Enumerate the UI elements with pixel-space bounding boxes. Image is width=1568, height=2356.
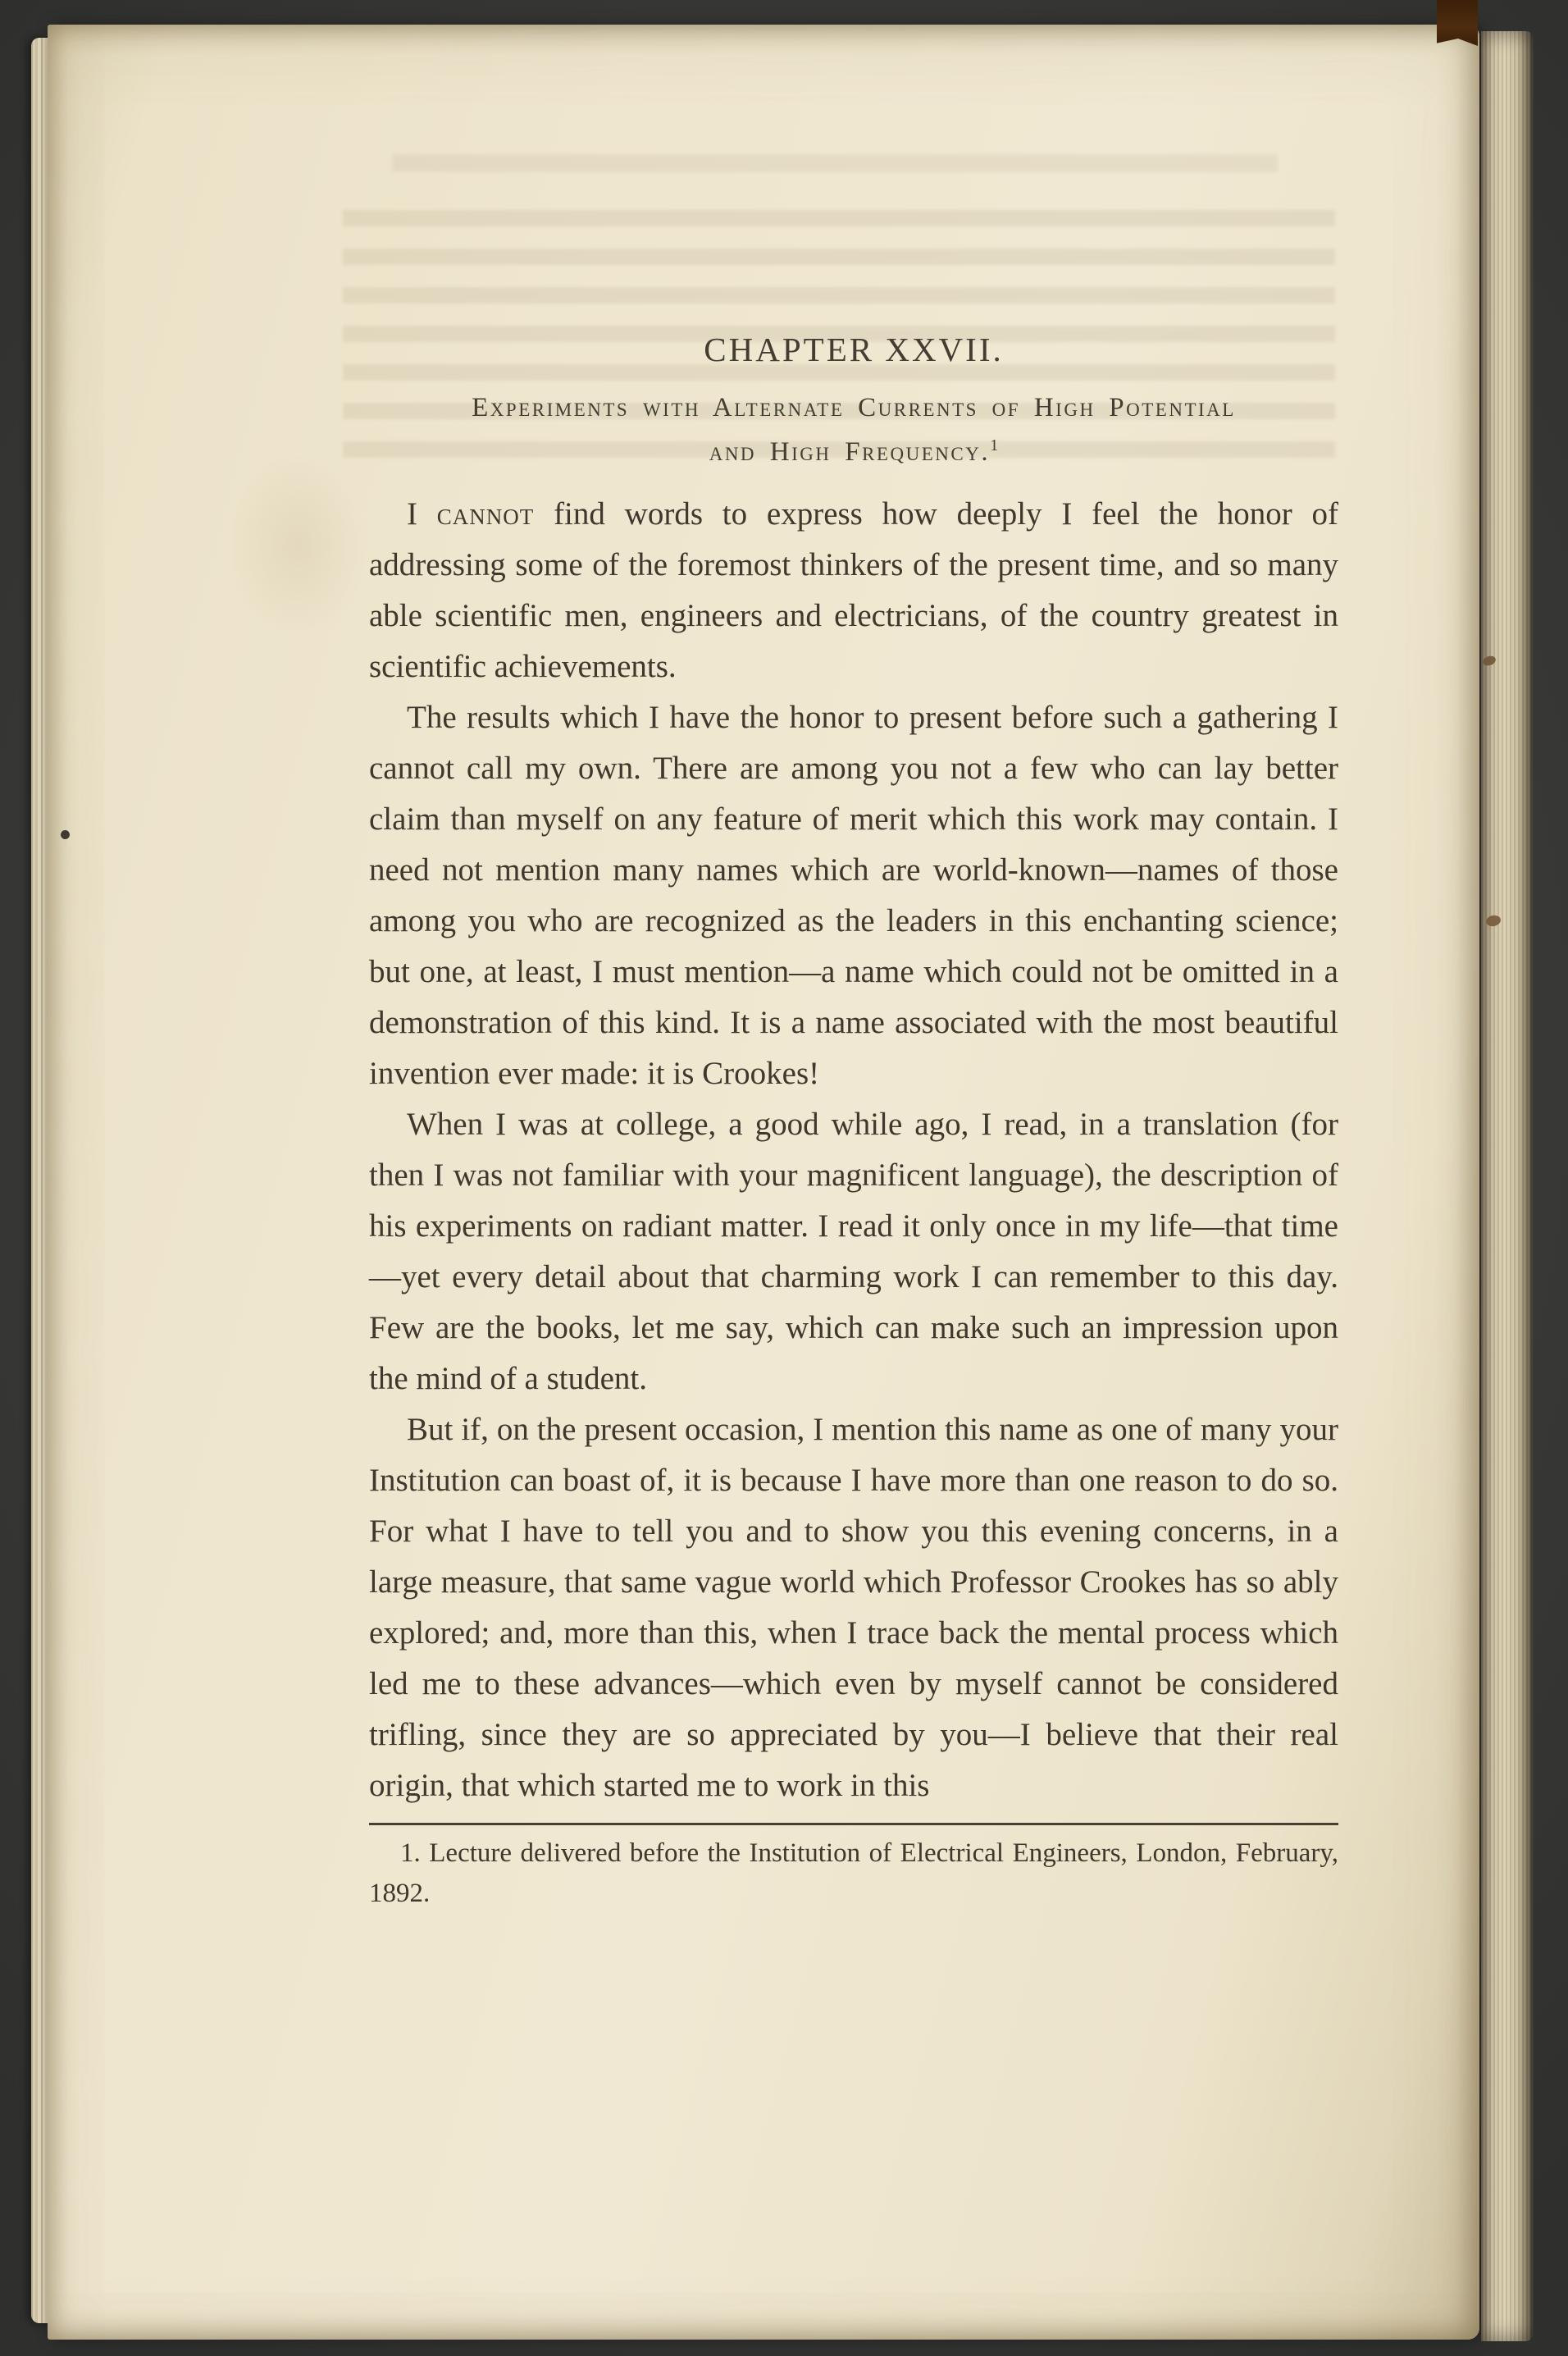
- chapter-subtitle-line1: Experiments with Alternate Currents of High Potential: [472, 393, 1236, 422]
- right-page-edges: [1481, 31, 1534, 2341]
- footnote-reference-marker: 1: [990, 436, 999, 454]
- paragraph: The results which I have the honor to present before such a gathering I cannot call my own. There are among you not a few who can lay better claim than myself on any feature of merit which this work may contain. I need not mention many names which are world-known—names of those among you who are recognized as the leaders in this enchanting science; but one, at least, I must mention—a name which could not be omitted in a demonstration of this kind. It is a name associated with the most beautiful invention ever made: it is Crookes!: [369, 700, 1338, 1091]
- paper-stain: [228, 451, 367, 640]
- opening-smallcaps-word: cannot: [436, 496, 535, 532]
- paragraph-opening: [369, 489, 1338, 692]
- opening-rest: find words to express how deeply I feel the honor of addressing some of the foremost thinkers of the present time, and so many able scientific men, engineers and electricians, of the country greatest in scientific achievements.: [369, 496, 1338, 684]
- body-text: [369, 489, 1338, 1811]
- bleed-through-header: [392, 148, 1278, 180]
- footnote-rule: [369, 1823, 1338, 1825]
- book-page: [48, 25, 1479, 2340]
- page-content: [369, 330, 1338, 1914]
- ink-speck: [61, 830, 70, 839]
- footnote: 1. Lecture delivered before the Institution of Electrical Engineers, London, February, 1892.: [369, 1838, 1338, 1908]
- chapter-subtitle: [369, 389, 1338, 471]
- chapter-title: CHAPTER XXVII.: [704, 331, 1004, 368]
- paragraph: When I was at college, a good while ago, I read, in a translation (for then I was not familiar with your magnificent language), the description of his experiments on radiant matter. I read it only once in my life—that time—yet every detail about that charming work I can remember to this day. Few are the books, let me say, which can make such an impression upon the mind of a student.: [369, 1107, 1338, 1396]
- paragraph: But if, on the present occasion, I mention this name as one of many your Institution can boast of, it is because I have more than one reason to do so. For what I have to tell you and to show you this evening concerns, in a large measure, that same vague world which Professor Crookes has so ably explored; and, more than this, when I trace back the mental process which led me to these advances—which even by myself cannot be considered trifling, since they are so appreciated by you—I believe that their real origin, that which started me to work in this: [369, 1412, 1338, 1803]
- chapter-subtitle-line2: and High Frequency.: [709, 437, 991, 467]
- opening-word: I: [407, 496, 437, 532]
